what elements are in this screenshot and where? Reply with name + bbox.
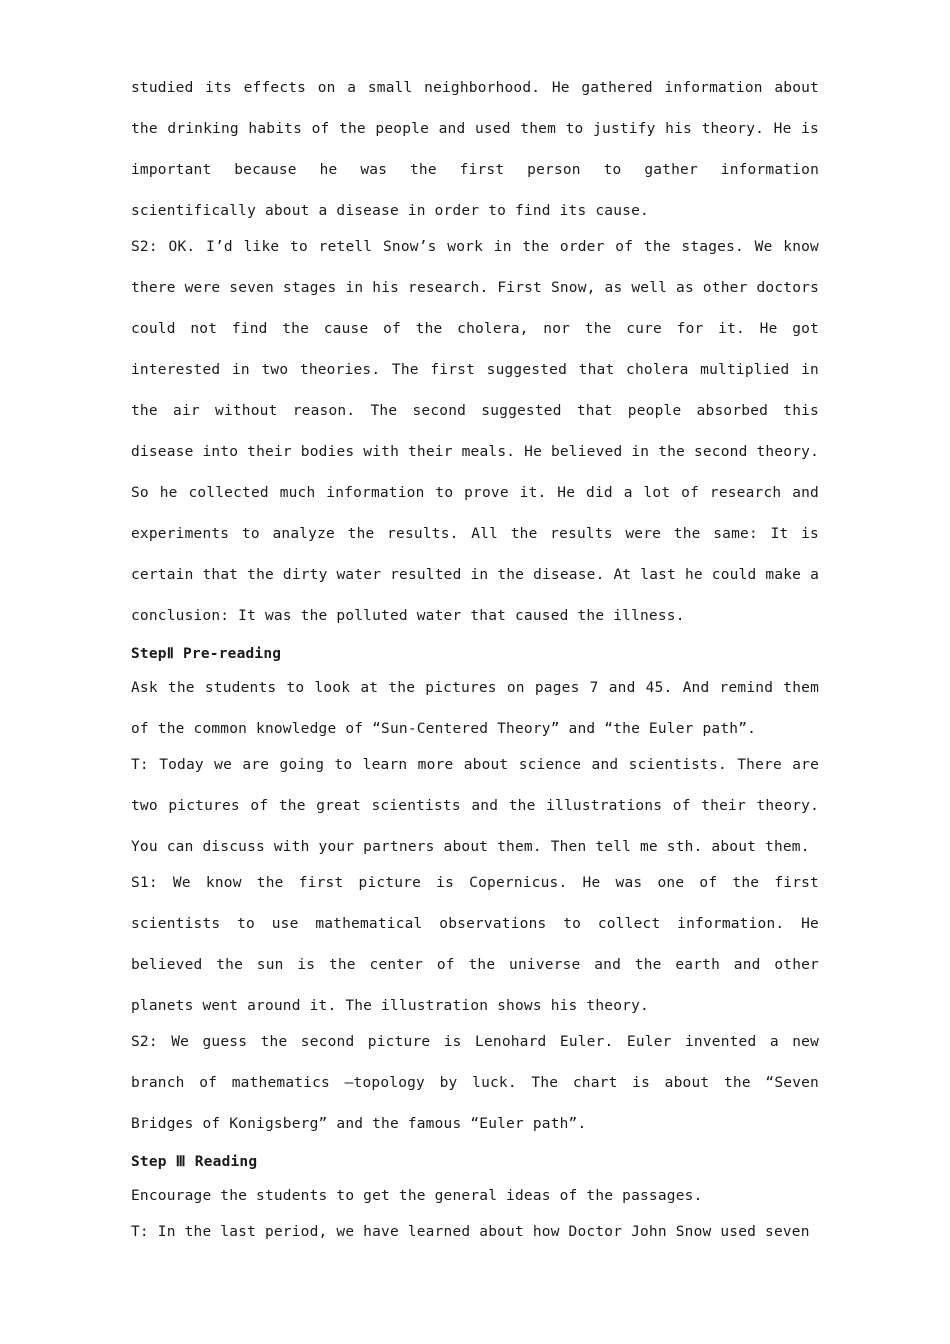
paragraph-teacher-intro: T: Today we are going to learn more about science and scientists. There are two pictures of the great scientists and the illustrations of their theory. You can discuss with your partners about them. Then tell me sth. about them. (131, 757, 819, 855)
paragraph-s2-retell: S2: OK. I’d like to retell Snow’s work in the order of the stages. We know there were seven stages in his research. First Snow, as well as other doctors could not find the cause of the cholera, nor the cure for it. He got interested in two theories. The first suggested that cholera multiplied in the air without reason. The second suggested that people absorbed this disease into their bodies with their meals. He believed in the second theory. So he collected much information to prove it. He did a lot of research and experiments to analyze the results. All the results were the same: It is certain that the dirty water resulted in the disease. At last he could make a conclusion: It was the polluted water that caused the illness. (131, 239, 819, 624)
paragraph-snow-summary: studied its effects on a small neighborhood. He gathered information about the drinking habits of the people and used them to justify his theory. He is important because he was the first person to gather information scientifically about a disease in order to find its cause. (131, 80, 819, 219)
heading-step-3-reading: Step Ⅲ Reading (131, 1154, 258, 1170)
document-page (131, 68, 819, 1253)
paragraph-s1-copernicus: S1: We know the first picture is Copernicus. He was one of the first scientists to use mathematical observations to collect information. He believed the sun is the center of the universe and the earth and other planets went around it. The illustration shows his theory. (131, 875, 819, 1014)
paragraph-s2-euler: S2: We guess the second picture is Lenohard Euler. Euler invented a new branch of mathematics —topology by luck. The chart is about the “Seven Bridges of Konigsberg” and the famous “Euler path”. (131, 1034, 819, 1132)
heading-step-2-pre-reading: StepⅡ Pre-reading (131, 646, 282, 662)
paragraph-reading-instruction: Encourage the students to get the general ideas of the passages. (131, 1188, 703, 1204)
paragraph-teacher-last-period: T: In the last period, we have learned about how Doctor John Snow used seven (131, 1224, 810, 1240)
paragraph-pre-reading-instruction: Ask the students to look at the pictures on pages 7 and 45. And remind them of the common knowledge of “Sun-Centered Theory” and “the Euler path”. (131, 680, 819, 737)
